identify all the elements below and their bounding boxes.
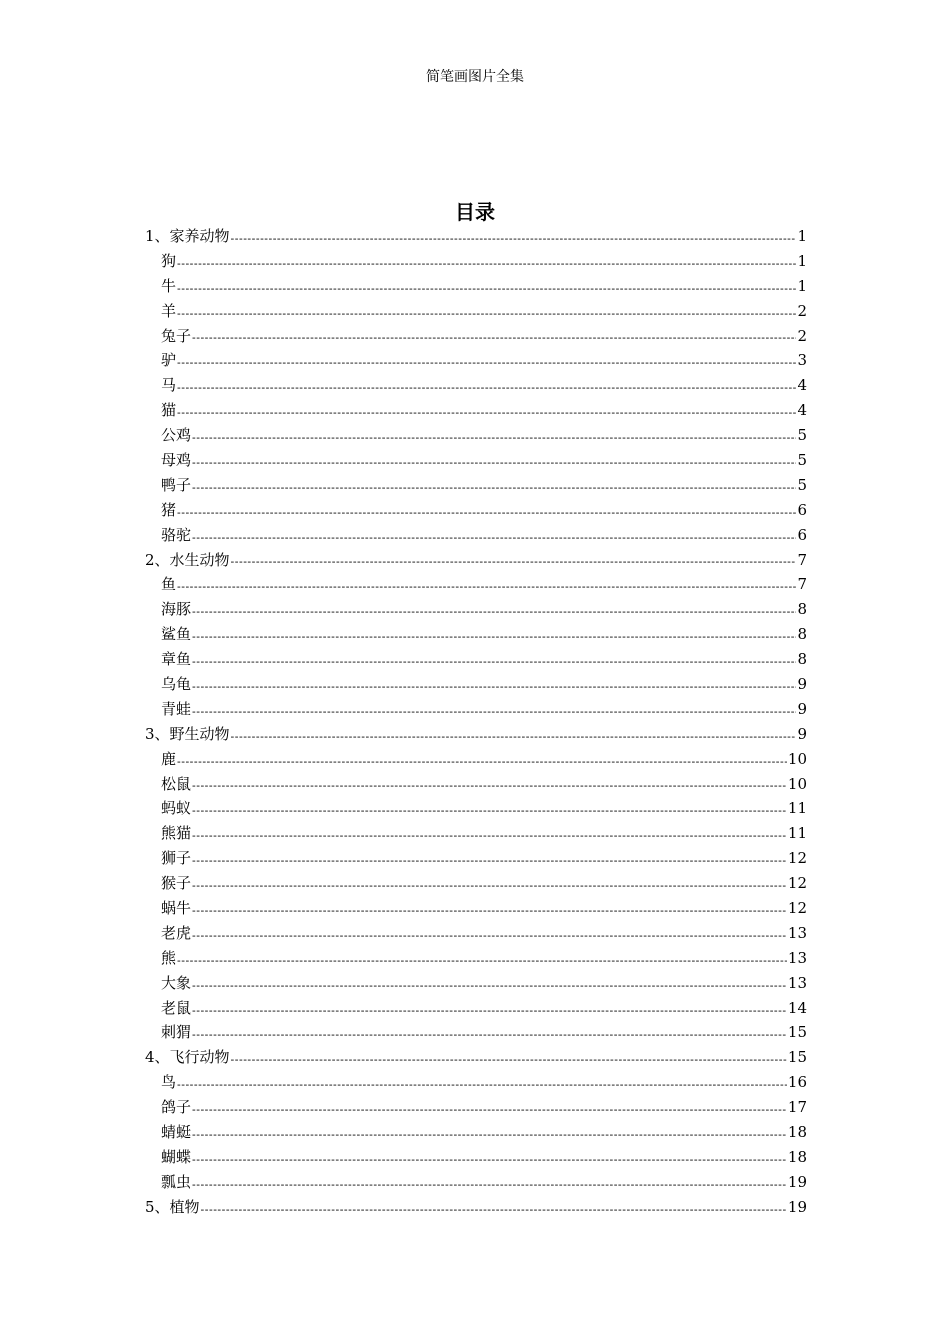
toc-entry[interactable]: [145, 921, 807, 946]
toc-entry-page: 4: [797, 376, 807, 395]
toc-entry[interactable]: [145, 971, 807, 996]
toc-entry[interactable]: [145, 772, 807, 797]
toc-entry[interactable]: [145, 249, 807, 274]
toc-entry-label: 马: [161, 376, 177, 395]
toc-entry-page: 15: [787, 1048, 807, 1067]
toc-leader: [192, 776, 787, 796]
table-of-contents: [145, 224, 807, 1220]
toc-entry[interactable]: [145, 274, 807, 299]
toc-entry-page: 14: [787, 998, 807, 1017]
toc-entry-page: 8: [797, 650, 807, 669]
toc-section-entry[interactable]: [145, 548, 807, 573]
toc-leader: [192, 801, 787, 821]
toc-entry-page: 19: [787, 1197, 807, 1216]
toc-entry-page: 4: [797, 401, 807, 420]
toc-entry-label: 青蛙: [161, 699, 192, 718]
toc-entry[interactable]: [145, 473, 807, 498]
toc-entry-page: 9: [797, 699, 807, 718]
toc-entry[interactable]: [145, 1120, 807, 1145]
toc-entry-page: 5: [797, 451, 807, 469]
toc-entry-label: 老虎: [161, 923, 192, 942]
toc-entry-label: 猴子: [161, 874, 192, 893]
toc-entry-label: 瓢虫: [161, 1172, 192, 1191]
toc-leader: [177, 353, 796, 373]
toc-entry-label: 章鱼: [161, 650, 192, 669]
toc-entry-page: 19: [787, 1172, 807, 1191]
toc-entry-page: 5: [797, 475, 807, 494]
toc-entry-page: 17: [787, 1098, 807, 1117]
toc-leader: [231, 727, 797, 747]
toc-entry-page: 18: [787, 1147, 807, 1166]
toc-entry[interactable]: [145, 996, 807, 1021]
toc-entry-label: 3、野生动物: [145, 724, 230, 743]
toc-entry[interactable]: [145, 622, 807, 647]
toc-entry[interactable]: [145, 1021, 807, 1046]
toc-section-entry[interactable]: [145, 1195, 807, 1220]
toc-entry-label: 鸭子: [161, 475, 192, 494]
toc-entry-page: 5: [797, 426, 807, 445]
toc-leader: [177, 403, 796, 423]
toc-entry-label: 蜻蜓: [161, 1123, 192, 1142]
toc-entry[interactable]: [145, 846, 807, 871]
toc-leader: [192, 901, 787, 921]
toc-leader: [192, 1001, 787, 1021]
toc-entry-page: 15: [787, 1023, 807, 1042]
toc-entry-page: 1: [797, 251, 807, 270]
toc-leader: [177, 503, 796, 523]
toc-entry-page: 12: [787, 899, 807, 918]
toc-entry-label: 2、水生动物: [145, 550, 230, 569]
toc-entry-page: 18: [787, 1123, 807, 1142]
toc-entry-page: 7: [797, 575, 807, 594]
toc-entry-label: 母鸡: [161, 451, 192, 469]
toc-entry-page: 8: [797, 625, 807, 644]
toc-entry-page: 7: [797, 550, 807, 569]
toc-entry-label: 鹿: [161, 749, 177, 768]
toc-entry[interactable]: [145, 647, 807, 672]
page-header: 简笔画图片全集: [426, 69, 524, 85]
toc-entry-label: 鸟: [161, 1073, 177, 1092]
toc-leader: [231, 1050, 787, 1070]
toc-entry-label: 公鸡: [161, 426, 192, 445]
toc-leader: [192, 702, 796, 722]
toc-leader: [177, 577, 796, 597]
toc-entry-label: 猪: [161, 500, 177, 519]
toc-entry-label: 大象: [161, 973, 192, 992]
toc-entry-label: 蝴蝶: [161, 1147, 192, 1166]
toc-entry-label: 兔子: [161, 326, 192, 345]
toc-entry[interactable]: [145, 423, 807, 448]
toc-entry[interactable]: [145, 572, 807, 597]
toc-leader: [192, 1100, 787, 1120]
toc-entry[interactable]: [145, 896, 807, 921]
toc-leader: [192, 627, 796, 647]
toc-entry-page: 2: [797, 301, 807, 320]
toc-entry[interactable]: [145, 398, 807, 423]
toc-leader: [192, 826, 787, 846]
toc-leader: [177, 1075, 787, 1095]
toc-entry-page: 6: [797, 500, 807, 519]
toc-entry[interactable]: [145, 299, 807, 324]
toc-leader: [192, 453, 796, 473]
toc-entry[interactable]: [145, 747, 807, 772]
toc-entry[interactable]: [145, 348, 807, 373]
toc-leader: [192, 428, 796, 448]
toc-entry[interactable]: [145, 498, 807, 523]
toc-leader: [177, 304, 796, 324]
toc-entry-page: 13: [787, 973, 807, 992]
toc-leader: [192, 851, 787, 871]
toc-section-entry[interactable]: [145, 1045, 807, 1070]
toc-section-entry[interactable]: [145, 722, 807, 747]
toc-entry[interactable]: [145, 1170, 807, 1195]
toc-entry-label: 熊猫: [161, 824, 192, 843]
toc-section-entry[interactable]: [145, 224, 807, 249]
toc-entry[interactable]: [145, 597, 807, 622]
toc-leader: [231, 552, 797, 572]
toc-entry-label: 骆驼: [161, 525, 192, 544]
toc-entry-label: 狮子: [161, 849, 192, 868]
toc-entry-label: 老鼠: [161, 998, 192, 1017]
toc-leader: [192, 1025, 787, 1045]
toc-entry-label: 5、植物: [145, 1197, 200, 1216]
toc-entry[interactable]: [145, 1145, 807, 1170]
toc-entry-page: 3: [797, 351, 807, 370]
toc-entry-label: 羊: [161, 301, 177, 320]
toc-entry-label: 鸽子: [161, 1098, 192, 1117]
toc-leader: [177, 951, 787, 971]
toc-leader: [192, 478, 796, 498]
toc-entry-label: 狗: [161, 251, 177, 270]
toc-entry-page: 11: [787, 824, 807, 843]
toc-entry-page: 13: [787, 923, 807, 942]
toc-entry[interactable]: [145, 672, 807, 697]
toc-leader: [201, 1200, 787, 1220]
toc-entry-label: 海豚: [161, 600, 192, 619]
toc-entry-page: 11: [787, 799, 807, 818]
toc-entry[interactable]: [145, 796, 807, 821]
toc-entry-page: 9: [797, 724, 807, 743]
toc-entry-label: 乌龟: [161, 675, 192, 694]
toc-leader: [192, 652, 796, 672]
toc-entry-page: 8: [797, 600, 807, 619]
toc-entry-label: 蚂蚁: [161, 799, 192, 818]
toc-entry[interactable]: [145, 1095, 807, 1120]
toc-entry-page: 9: [797, 675, 807, 694]
toc-leader: [231, 229, 797, 249]
toc-entry-label: 蜗牛: [161, 899, 192, 918]
toc-entry-page: 12: [787, 849, 807, 868]
toc-leader: [192, 677, 796, 697]
toc-leader: [177, 752, 787, 772]
toc-leader: [177, 279, 796, 299]
toc-entry-page: 10: [787, 774, 807, 793]
toc-leader: [192, 328, 796, 348]
toc-title: 目录: [455, 200, 495, 224]
toc-entry[interactable]: [145, 946, 807, 971]
toc-entry-label: 鱼: [161, 575, 177, 594]
toc-entry[interactable]: [145, 448, 807, 473]
toc-entry-page: 10: [787, 749, 807, 768]
toc-leader: [192, 1125, 787, 1145]
toc-leader: [177, 254, 796, 274]
toc-entry[interactable]: [145, 324, 807, 349]
toc-entry-label: 1、家养动物: [145, 226, 230, 245]
toc-entry[interactable]: [145, 373, 807, 398]
toc-entry[interactable]: [145, 523, 807, 548]
toc-entry-label: 鲨鱼: [161, 625, 192, 644]
toc-entry-page: 2: [797, 326, 807, 345]
toc-entry-label: 刺猬: [161, 1023, 192, 1042]
toc-leader: [192, 976, 787, 996]
toc-leader: [192, 926, 787, 946]
toc-leader: [177, 378, 796, 398]
toc-entry-page: 1: [797, 276, 807, 295]
toc-entry-page: 6: [797, 525, 807, 544]
toc-entry[interactable]: [145, 821, 807, 846]
toc-leader: [192, 1175, 787, 1195]
toc-entry-page: 13: [787, 948, 807, 967]
toc-leader: [192, 528, 796, 548]
toc-entry-label: 猫: [161, 401, 177, 420]
toc-entry-label: 松鼠: [161, 774, 192, 793]
toc-entry-page: 16: [787, 1073, 807, 1092]
toc-entry[interactable]: [145, 697, 807, 722]
toc-entry[interactable]: [145, 1070, 807, 1095]
toc-entry-label: 驴: [161, 351, 177, 370]
toc-entry-label: 4、飞行动物: [145, 1048, 230, 1067]
toc-entry-label: 牛: [161, 276, 177, 295]
toc-leader: [192, 1150, 787, 1170]
toc-entry[interactable]: [145, 871, 807, 896]
toc-entry-label: 熊: [161, 948, 177, 967]
toc-leader: [192, 876, 787, 896]
toc-entry-page: 12: [787, 874, 807, 893]
toc-leader: [192, 602, 796, 622]
toc-entry-page: 1: [797, 226, 807, 245]
